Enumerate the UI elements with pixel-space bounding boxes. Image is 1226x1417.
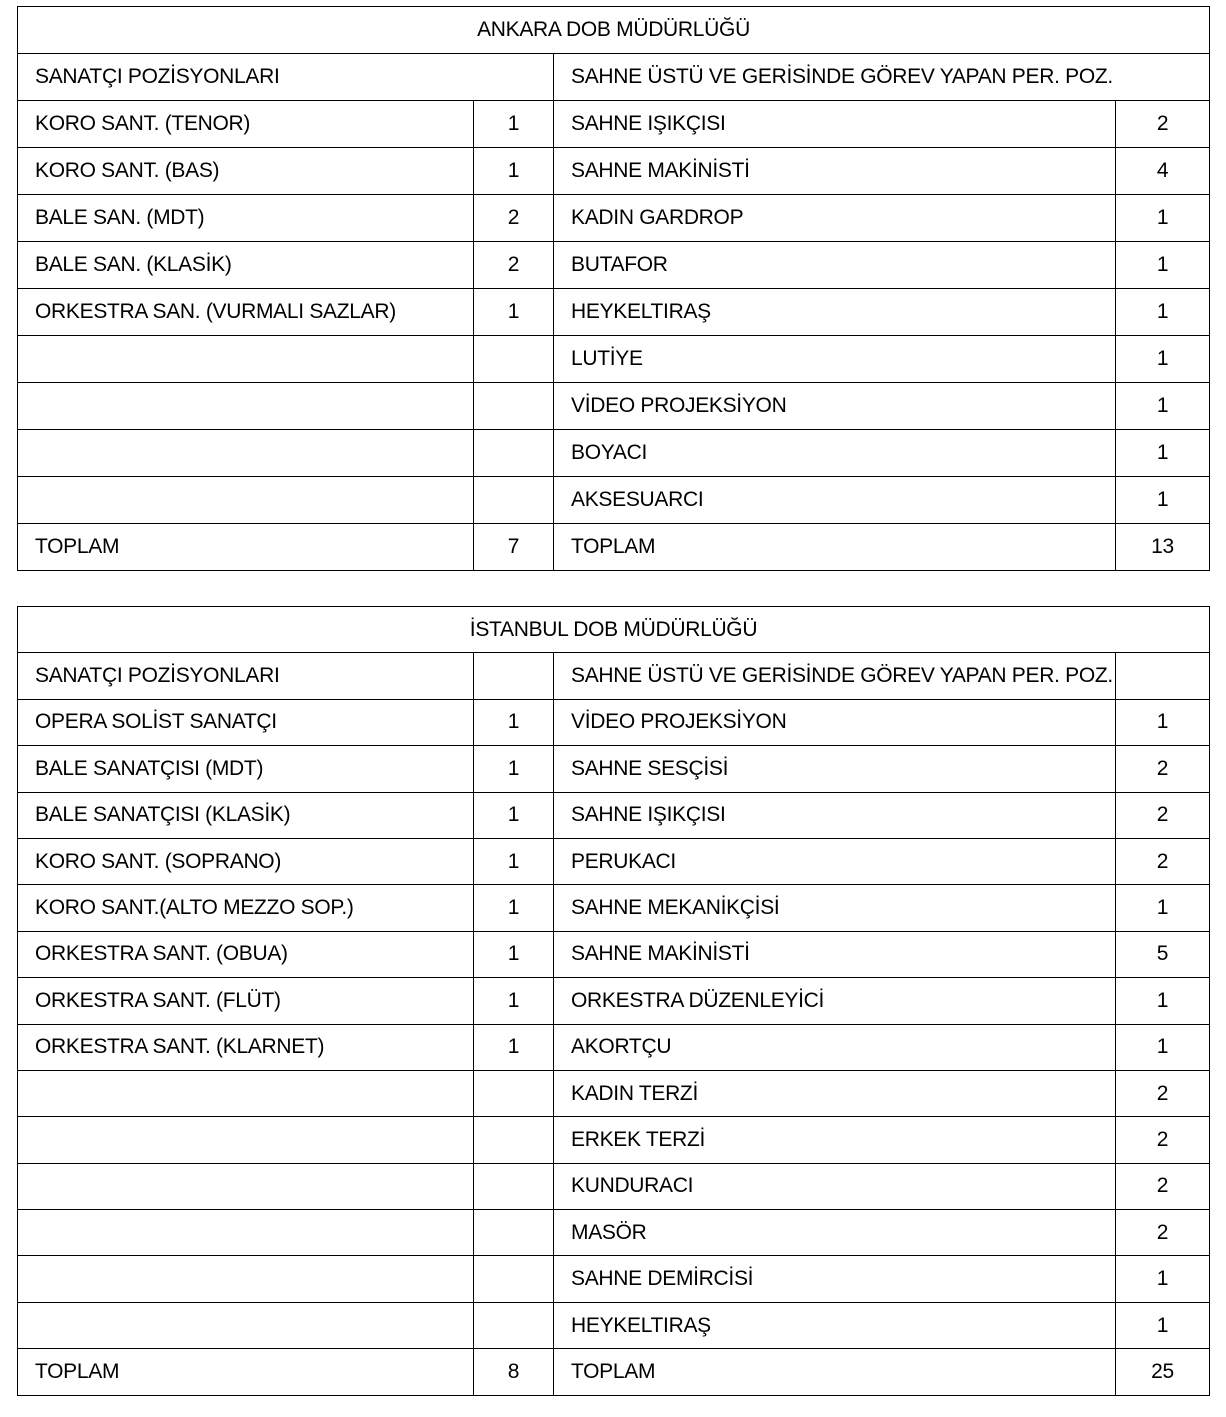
artist-position-cell: BALE SANATÇISI (KLASİK) [18, 792, 474, 838]
stage-staff-count-cell: 2 [1116, 1117, 1210, 1163]
stage-staff-position-cell: BUTAFOR [554, 242, 1116, 289]
istanbul-table-body [18, 607, 1210, 1396]
stage-staff-position-cell: BOYACI [554, 430, 1116, 477]
stage-staff-count-cell: 2 [1116, 746, 1210, 792]
istanbul-staff-table [17, 606, 1210, 1396]
stage-staff-count-cell: 1 [1116, 195, 1210, 242]
artist-position-cell [18, 1163, 474, 1209]
stage-staff-count-cell: 1 [1116, 1256, 1210, 1302]
artist-count-cell: 1 [474, 792, 554, 838]
artist-position-cell: KORO SANT. (BAS) [18, 148, 474, 195]
stage-staff-position-cell: KADIN GARDROP [554, 195, 1116, 242]
stage-staff-count-cell: 2 [1116, 1070, 1210, 1116]
stage-staff-position-cell: SAHNE MAKİNİSTİ [554, 148, 1116, 195]
stage-staff-count-cell: 1 [1116, 430, 1210, 477]
stage-staff-count-header [1116, 653, 1210, 699]
table-row [18, 1070, 1210, 1116]
table-row [18, 838, 1210, 884]
stage-staff-count-cell: 5 [1116, 931, 1210, 977]
stage-staff-count-cell: 2 [1116, 1210, 1210, 1256]
artist-count-cell: 1 [474, 699, 554, 745]
ankara-table-title: ANKARA DOB MÜDÜRLÜĞÜ [18, 7, 1210, 54]
stage-staff-positions-header: SAHNE ÜSTÜ VE GERİSİNDE GÖREV YAPAN PER. POZ. [554, 54, 1210, 101]
table-title-row [18, 7, 1210, 54]
stage-staff-count-cell: 2 [1116, 101, 1210, 148]
artist-position-cell: ORKESTRA SANT. (FLÜT) [18, 978, 474, 1024]
artist-count-cell: 1 [474, 148, 554, 195]
artist-count-cell: 1 [474, 885, 554, 931]
table-row [18, 746, 1210, 792]
table-header-row [18, 54, 1210, 101]
table-header-row [18, 653, 1210, 699]
stage-staff-position-cell: AKSESUARCI [554, 477, 1116, 524]
artist-position-cell [18, 1256, 474, 1302]
artist-count-cell [474, 1210, 554, 1256]
stage-staff-position-cell: HEYKELTIRAŞ [554, 1302, 1116, 1348]
artist-count-cell [474, 1070, 554, 1116]
istanbul-table-title: İSTANBUL DOB MÜDÜRLÜĞÜ [18, 607, 1210, 653]
stage-staff-position-cell: ORKESTRA DÜZENLEYİCİ [554, 978, 1116, 1024]
stage-staff-count-cell: 4 [1116, 148, 1210, 195]
stage-staff-position-cell: SAHNE DEMİRCİSİ [554, 1256, 1116, 1302]
artist-count-cell [474, 477, 554, 524]
stage-staff-position-cell: SAHNE MEKANİKÇİSİ [554, 885, 1116, 931]
stage-staff-position-cell: ERKEK TERZİ [554, 1117, 1116, 1163]
stage-staff-count-cell: 2 [1116, 838, 1210, 884]
stage-staff-position-cell: SAHNE MAKİNİSTİ [554, 931, 1116, 977]
artist-position-cell: BALE SANATÇISI (MDT) [18, 746, 474, 792]
table-row [18, 1024, 1210, 1070]
stage-staff-total-label: TOPLAM [554, 1349, 1116, 1395]
artist-count-cell: 1 [474, 838, 554, 884]
artist-position-cell: BALE SAN. (MDT) [18, 195, 474, 242]
artist-count-cell: 1 [474, 101, 554, 148]
stage-staff-position-cell: SAHNE IŞIKÇISI [554, 792, 1116, 838]
table-row [18, 792, 1210, 838]
stage-staff-count-cell: 1 [1116, 477, 1210, 524]
artist-position-cell: ORKESTRA SANT. (KLARNET) [18, 1024, 474, 1070]
stage-staff-count-cell: 2 [1116, 1163, 1210, 1209]
artist-total-label: TOPLAM [18, 1349, 474, 1395]
artist-position-cell [18, 336, 474, 383]
artist-position-cell [18, 477, 474, 524]
artist-total-label: TOPLAM [18, 524, 474, 571]
artist-count-cell [474, 430, 554, 477]
stage-staff-position-cell: LUTİYE [554, 336, 1116, 383]
artist-count-cell: 1 [474, 289, 554, 336]
table-row [18, 931, 1210, 977]
artist-position-cell: ORKESTRA SANT. (OBUA) [18, 931, 474, 977]
artist-position-cell: KORO SANT.(ALTO MEZZO SOP.) [18, 885, 474, 931]
table-row [18, 430, 1210, 477]
artist-count-cell [474, 1163, 554, 1209]
artist-positions-header: SANATÇI POZİSYONLARI [18, 653, 474, 699]
table-row [18, 885, 1210, 931]
table-row [18, 1210, 1210, 1256]
artist-position-cell [18, 430, 474, 477]
stage-staff-total-label: TOPLAM [554, 524, 1116, 571]
artist-count-cell: 1 [474, 1024, 554, 1070]
stage-staff-total-value: 13 [1116, 524, 1210, 571]
stage-staff-position-cell: AKORTÇU [554, 1024, 1116, 1070]
artist-position-cell [18, 1210, 474, 1256]
artist-total-value: 8 [474, 1349, 554, 1395]
artist-count-cell [474, 336, 554, 383]
table-row [18, 148, 1210, 195]
artist-position-cell [18, 1302, 474, 1348]
table-row [18, 383, 1210, 430]
artist-count-cell [474, 1302, 554, 1348]
stage-staff-count-cell: 1 [1116, 885, 1210, 931]
artist-position-cell [18, 1117, 474, 1163]
artist-position-cell: OPERA SOLİST SANATÇI [18, 699, 474, 745]
artist-count-cell: 2 [474, 242, 554, 289]
artist-position-cell: KORO SANT. (TENOR) [18, 101, 474, 148]
artist-count-cell [474, 383, 554, 430]
stage-staff-count-cell: 1 [1116, 242, 1210, 289]
table-row [18, 289, 1210, 336]
stage-staff-count-cell: 2 [1116, 792, 1210, 838]
stage-staff-position-cell: VİDEO PROJEKSİYON [554, 699, 1116, 745]
stage-staff-positions-header: SAHNE ÜSTÜ VE GERİSİNDE GÖREV YAPAN PER. POZ. [554, 653, 1116, 699]
ankara-staff-table [17, 6, 1210, 571]
stage-staff-count-cell: 1 [1116, 1302, 1210, 1348]
table-row [18, 336, 1210, 383]
stage-staff-count-cell: 1 [1116, 1024, 1210, 1070]
artist-position-cell [18, 383, 474, 430]
artist-position-cell: KORO SANT. (SOPRANO) [18, 838, 474, 884]
artist-count-header [474, 653, 554, 699]
artist-count-cell: 1 [474, 931, 554, 977]
stage-staff-position-cell: KUNDURACI [554, 1163, 1116, 1209]
table-row [18, 242, 1210, 289]
ankara-table-body [18, 7, 1210, 571]
stage-staff-count-cell: 1 [1116, 289, 1210, 336]
stage-staff-position-cell: VİDEO PROJEKSİYON [554, 383, 1116, 430]
artist-position-cell: ORKESTRA SAN. (VURMALI SAZLAR) [18, 289, 474, 336]
artist-positions-header: SANATÇI POZİSYONLARI [18, 54, 554, 101]
stage-staff-position-cell: MASÖR [554, 1210, 1116, 1256]
table-row [18, 1163, 1210, 1209]
table-row [18, 699, 1210, 745]
stage-staff-total-value: 25 [1116, 1349, 1210, 1395]
table-title-row [18, 607, 1210, 653]
artist-position-cell: BALE SAN. (KLASİK) [18, 242, 474, 289]
artist-count-cell: 1 [474, 978, 554, 1024]
table-row [18, 101, 1210, 148]
stage-staff-position-cell: SAHNE IŞIKÇISI [554, 101, 1116, 148]
total-row [18, 524, 1210, 571]
stage-staff-position-cell: KADIN TERZİ [554, 1070, 1116, 1116]
stage-staff-count-cell: 1 [1116, 699, 1210, 745]
table-row [18, 1302, 1210, 1348]
artist-count-cell [474, 1117, 554, 1163]
stage-staff-position-cell: PERUKACI [554, 838, 1116, 884]
table-row [18, 195, 1210, 242]
table-row [18, 477, 1210, 524]
artist-count-cell [474, 1256, 554, 1302]
stage-staff-count-cell: 1 [1116, 978, 1210, 1024]
total-row [18, 1349, 1210, 1395]
stage-staff-position-cell: HEYKELTIRAŞ [554, 289, 1116, 336]
table-row [18, 978, 1210, 1024]
artist-count-cell: 1 [474, 746, 554, 792]
table-row [18, 1256, 1210, 1302]
artist-total-value: 7 [474, 524, 554, 571]
artist-count-cell: 2 [474, 195, 554, 242]
stage-staff-position-cell: SAHNE SESÇİSİ [554, 746, 1116, 792]
stage-staff-count-cell: 1 [1116, 383, 1210, 430]
table-row [18, 1117, 1210, 1163]
stage-staff-count-cell: 1 [1116, 336, 1210, 383]
artist-position-cell [18, 1070, 474, 1116]
